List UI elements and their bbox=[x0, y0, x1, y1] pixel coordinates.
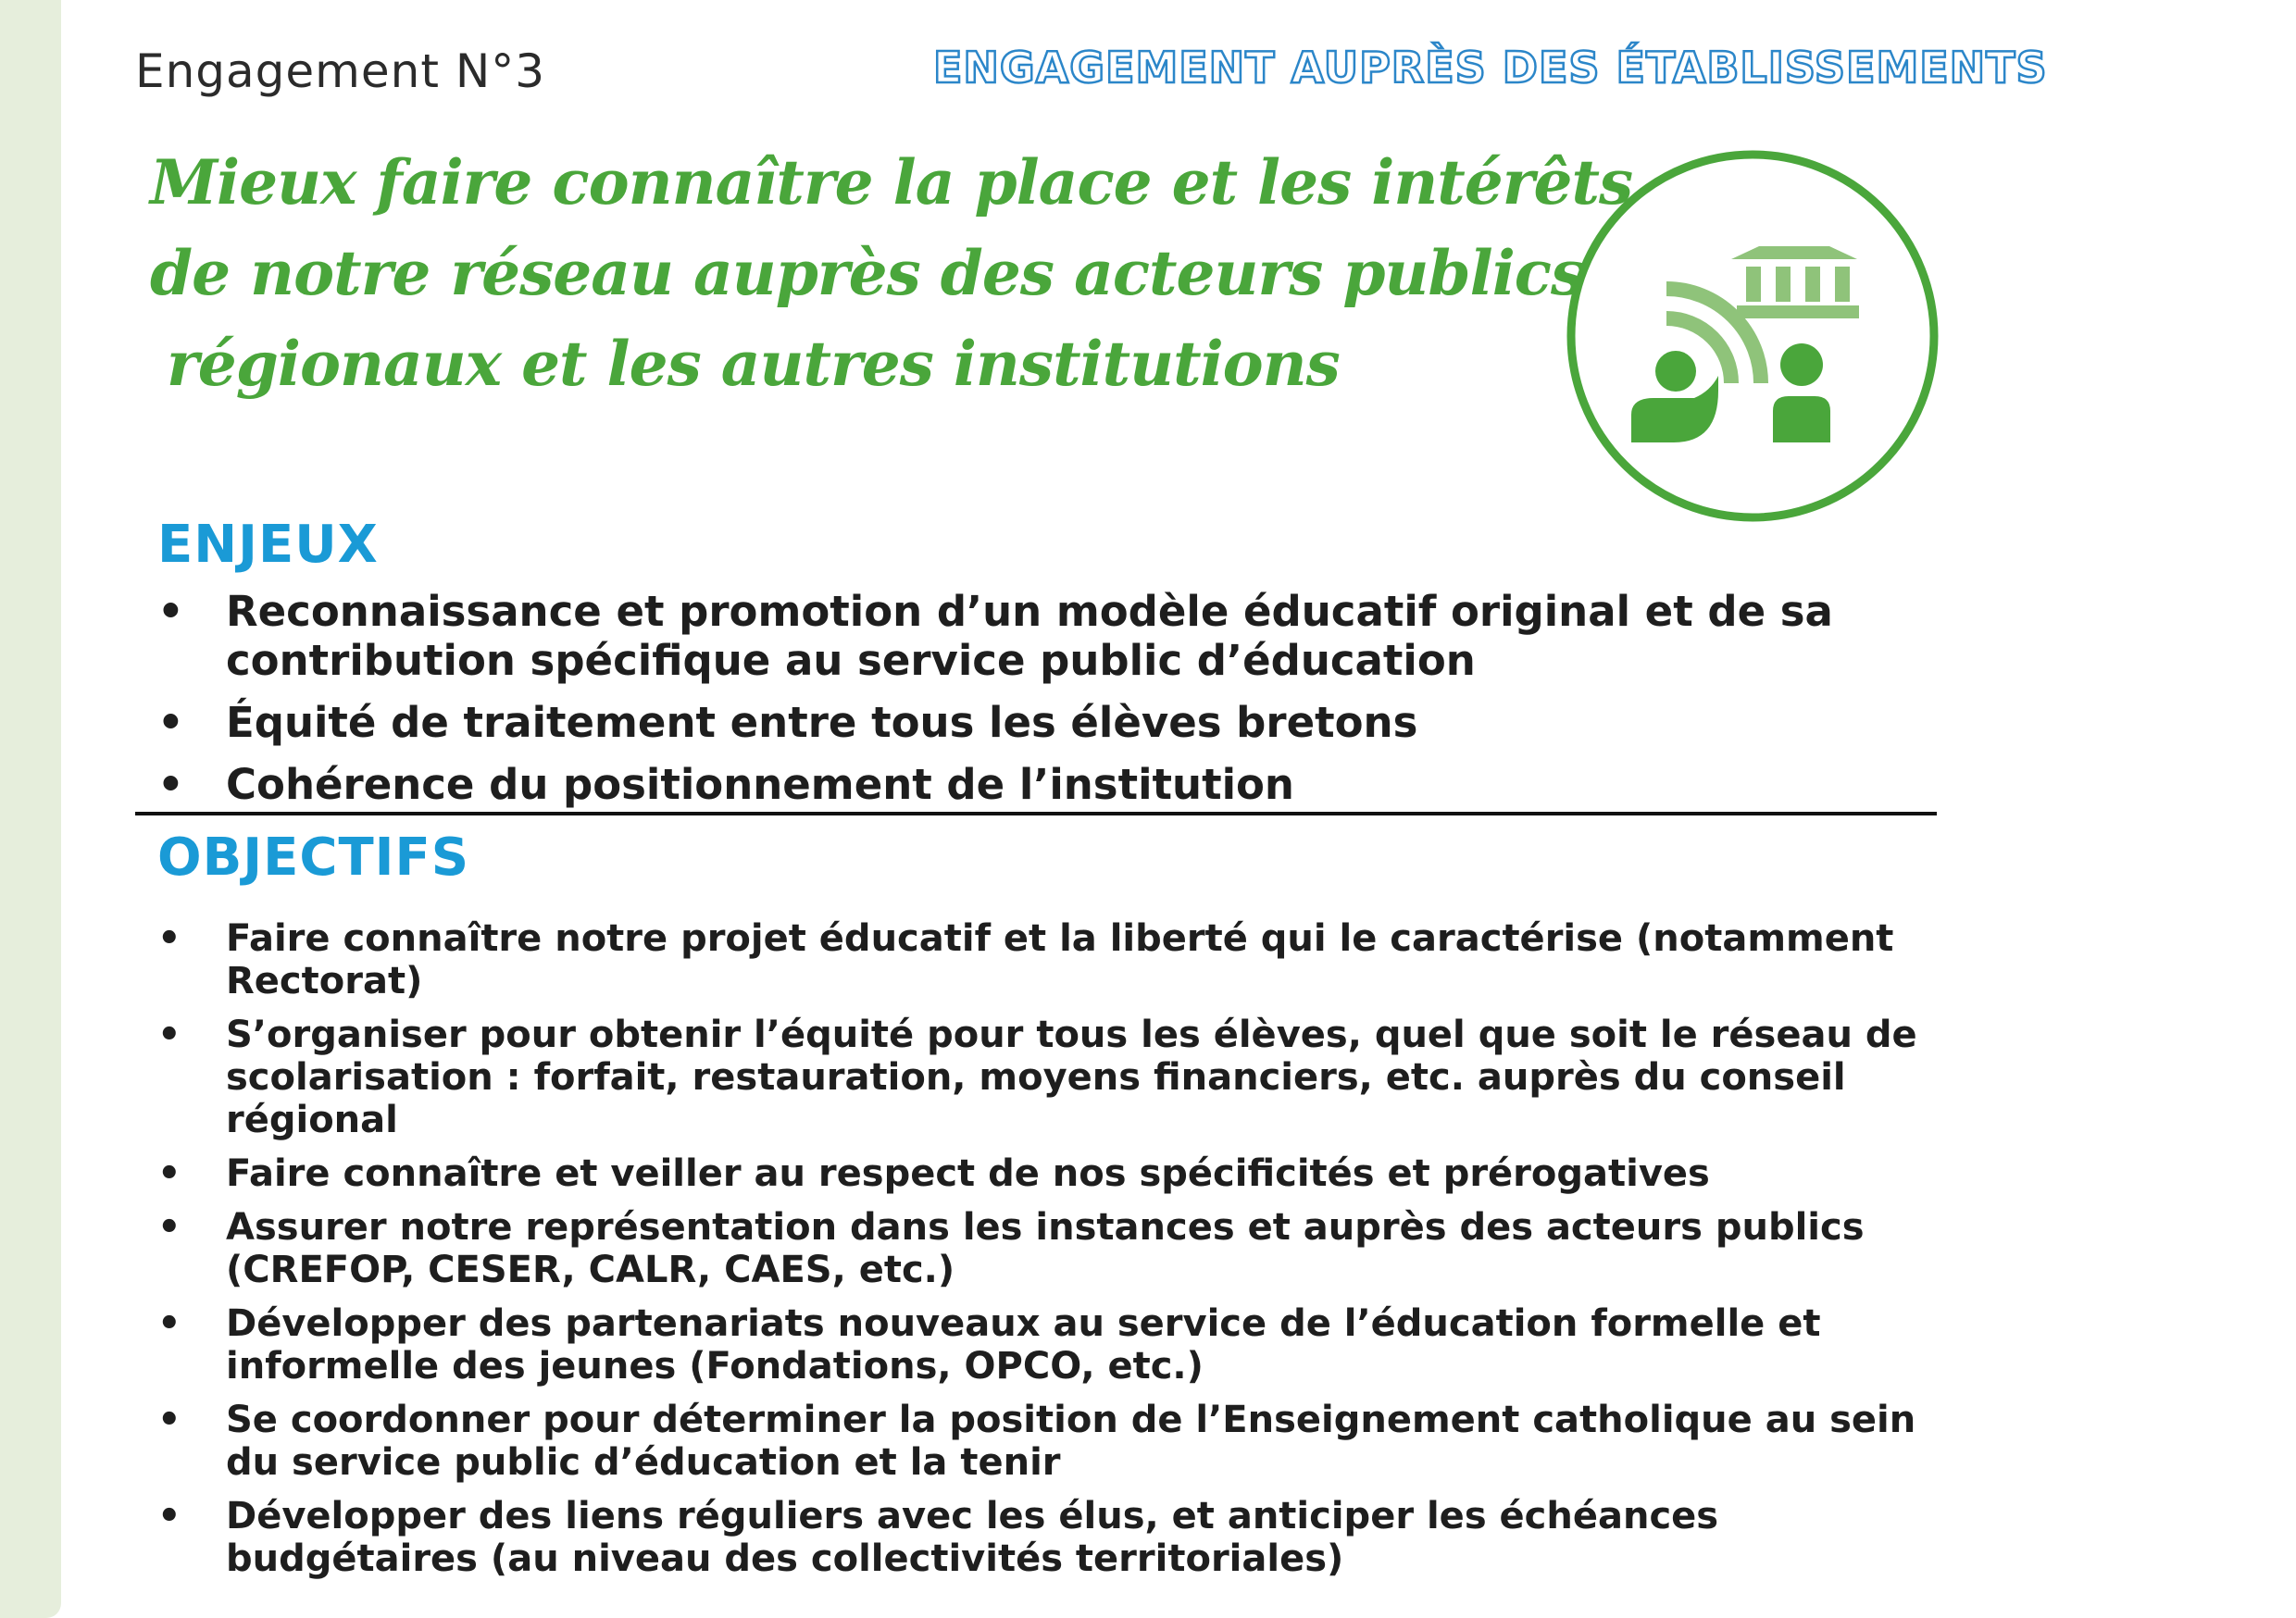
building-base bbox=[1737, 305, 1859, 318]
enjeux-item-text: Reconnaissance et promotion d’un modèle éducatif original et de sa contribution spécifique au service public d’éducation bbox=[226, 587, 1833, 685]
bullet: • bbox=[157, 1152, 181, 1195]
list-item bbox=[157, 1302, 1935, 1388]
list-item bbox=[157, 1206, 1935, 1291]
bullet: • bbox=[157, 587, 184, 636]
objectif-item-text: S’organiser pour obtenir l’équité pour tous les élèves, quel que soit le réseau de scolarisation : forfait, restauration, moyens financiers, etc. auprès du conseil régional bbox=[226, 1014, 1917, 1141]
objectif-item-text: Faire connaître notre projet éducatif et la liberté qui le caractérise (notamment Rectorat) bbox=[226, 917, 1894, 1002]
building-column-1 bbox=[1746, 267, 1761, 302]
enjeux-item-text: Équité de traitement entre tous les élèves bretons bbox=[226, 698, 1418, 747]
list-item bbox=[157, 1399, 1935, 1484]
title-line-3: régionaux et les autres institutions bbox=[167, 328, 1340, 400]
title-line-2: de notre réseau auprès des acteurs publics bbox=[150, 237, 1585, 309]
list-item bbox=[157, 760, 1935, 809]
list-item bbox=[157, 1495, 1935, 1580]
section-divider bbox=[135, 812, 1937, 815]
engagement-number: Engagement N°3 bbox=[135, 44, 546, 98]
bullet: • bbox=[157, 1206, 181, 1249]
bullet: • bbox=[157, 917, 181, 960]
building-column-2 bbox=[1776, 267, 1791, 302]
category-label: ENGAGEMENT AUPRÈS DES ÉTABLISSEMENTS bbox=[933, 43, 2048, 93]
bullet: • bbox=[157, 1302, 181, 1345]
enjeux-heading: ENJEUX bbox=[157, 515, 379, 575]
people-institution-icon bbox=[1565, 137, 1940, 535]
bullet: • bbox=[157, 1399, 181, 1441]
building-column-3 bbox=[1805, 267, 1820, 302]
bullet: • bbox=[157, 1014, 181, 1056]
person-right-head bbox=[1780, 343, 1823, 386]
bullet: • bbox=[157, 760, 184, 809]
side-strip bbox=[0, 0, 61, 1618]
title-line-1: Mieux faire connaître la place et les intérêts bbox=[150, 146, 1633, 218]
building-column-4 bbox=[1835, 267, 1850, 302]
objectif-item-text: Assurer notre représentation dans les instances et auprès des acteurs publics (CREFOP, CESER, CALR, CAES, etc.) bbox=[226, 1206, 1865, 1291]
person-left-head bbox=[1655, 351, 1696, 392]
list-item bbox=[157, 587, 1935, 685]
list-item bbox=[157, 917, 1935, 1002]
objectif-item-text: Se coordonner pour déterminer la position de l’Enseignement catholique au sein du service public d’éducation et la tenir bbox=[226, 1399, 1916, 1484]
page-title bbox=[150, 137, 1632, 409]
objectifs-list bbox=[157, 917, 1935, 1591]
enjeux-list bbox=[157, 587, 1935, 822]
objectif-item-text: Développer des partenariats nouveaux au service de l’éducation formelle et informelle des jeunes (Fondations, OPCO, etc.) bbox=[226, 1302, 1821, 1388]
person-right-body bbox=[1773, 396, 1830, 442]
list-item bbox=[157, 698, 1935, 747]
enjeux-item-text: Cohérence du positionnement de l’institution bbox=[226, 760, 1294, 809]
objectif-item-text: Faire connaître et veiller au respect de nos spécificités et prérogatives bbox=[226, 1152, 1710, 1195]
list-item bbox=[157, 1152, 1935, 1195]
objectifs-heading: OBJECTIFS bbox=[157, 828, 470, 888]
objectif-item-text: Développer des liens réguliers avec les élus, et anticiper les échéances budgétaires (au niveau des collectivités territoriales) bbox=[226, 1495, 1719, 1580]
list-item bbox=[157, 1014, 1935, 1141]
bullet: • bbox=[157, 1495, 181, 1537]
bullet: • bbox=[157, 698, 184, 747]
building-roof bbox=[1731, 246, 1857, 259]
